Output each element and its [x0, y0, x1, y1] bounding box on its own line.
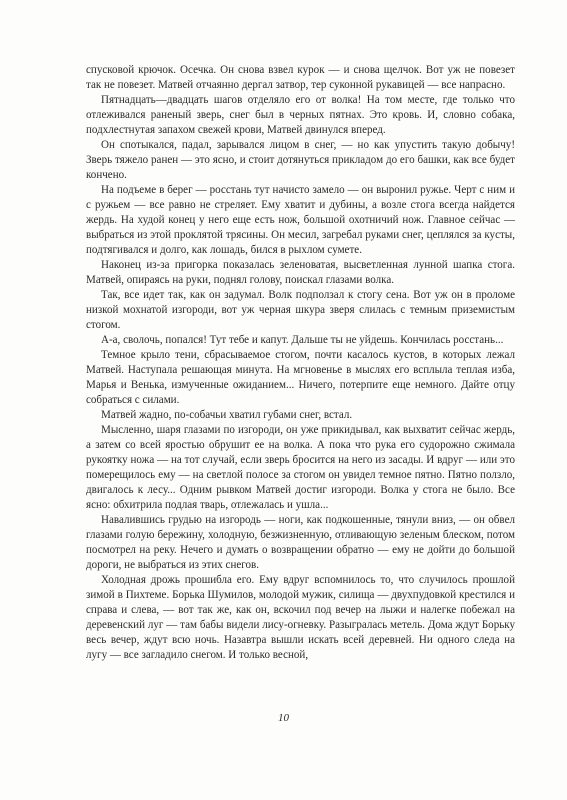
paragraph-10: Мысленно, шаря глазами по изгороди, он уже прикидывал, как выхватит сейчас жердь, а затем со всей яростью обрушит ее на волка. А пока что рука его судорожно сжимала рукоятку ножа — на тот случай, если зверь бросится на него из засады. И вдруг — или это померещилось ему — на светлой полосе за стогом он увидел темное пятно. Пятно ползло, двигалось к лесу... Одним рывком Матвей достиг изгороди. Волка у стога не было. Все ясно: обхитрила подлая тварь, отлежалась и ушла... — [86, 424, 515, 511]
paragraph-11: Навалившись грудью на изгородь — ноги, как подкошенные, тянули вниз, — он обвел глазами голую бережину, холодную, безжизненную, отливающую зеленым блеском, потом посмотрел на реку. Нечего и думать о возвращении обратно — ему не дойти до большой дороги, не выбраться из этих снегов. — [86, 514, 515, 571]
paragraph-12: Холодная дрожь прошибла его. Ему вдруг вспомнилось то, что случилось прошлой зимой в Пихтеме. Борька Шумилов, молодой мужик, силища — двухпудовкой крестился и справа и слева, — вот так же, как он, вскочил под вечер на лыжи и налегке побежал на деревенский луг — там бабы видели лису-огневку. Разыгралась метель. Дома ждут Борьку весь вечер, ждут всю ночь. Назавтра вышли искать всей деревней. Ни одного следа на лугу — все загладило снегом. И только весной, — [86, 574, 515, 661]
paragraph-2: Пятнадцать—двадцать шагов отделяло его от волка! На том месте, где только что отлеживался раненый зверь, снег был в черных пятнах. Это кровь. И, словно собака, подхлестнутая запахом свежей крови, Матвей двинулся вперед. — [86, 94, 515, 136]
text-block — [86, 63, 515, 663]
paragraph-8: Темное крыло тени, сбрасываемое стогом, почти касалось кустов, в которых лежал Матвей. Наступала решающая минута. На мгновенье в мыслях его всплыла теплая изба, Марья и Венька, измученные ожиданием... Ничего, потерпите еще немного. Дайте отцу собраться с силами. — [86, 349, 515, 406]
paragraph-5: Наконец из-за пригорка показалась зеленоватая, высветленная лунной шапка стога. Матвей, опираясь на руки, поднял голову, поискал глазами волка. — [86, 259, 515, 286]
paragraph-4: На подъеме в берег — росстань тут начисто замело — он выронил ружье. Черт с ним и с ружьем — все равно не стреляет. Ему хватит и дубины, а возле стога всегда найдется жердь. На худой конец у него еще есть нож, большой охотничий нож. Главное сейчас — выбраться из этой проклятой трясины. Он месил, загребал руками снег, цеплялся за кусты, подтягивался и долго, как лошадь, бился в рыхлом сумете. — [86, 184, 515, 256]
paragraph-9: Матвей жадно, по-собачьи хватил губами снег, встал. — [101, 409, 353, 421]
paragraph-6: Так, все идет так, как он задумал. Волк подползал к стогу сена. Вот уж он в проломе низкой мохнатой изгороди, вот уж черная шкура зверя слилась с темным приземистым стогом. — [86, 289, 515, 331]
paragraph-3: Он спотыкался, падал, зарывался лицом в снег, — но как упустить такую добычу! Зверь тяжело ранен — это ясно, и стоит дотянуться прикладом до его башки, как все будет кончено. — [86, 139, 515, 181]
paragraph-1: спусковой крючок. Осечка. Он снова взвел курок — и снова щелчок. Вот уж не повезет так не повезет. Матвей отчаянно дергал затвор, тер суконной рукавицей — все напрасно. — [86, 64, 515, 91]
page-number: 10 — [278, 712, 289, 724]
paragraph-7: А-а, сволочь, попался! Тут тебе и капут. Дальше ты не уйдешь. Кончилась росстань... — [101, 334, 504, 346]
